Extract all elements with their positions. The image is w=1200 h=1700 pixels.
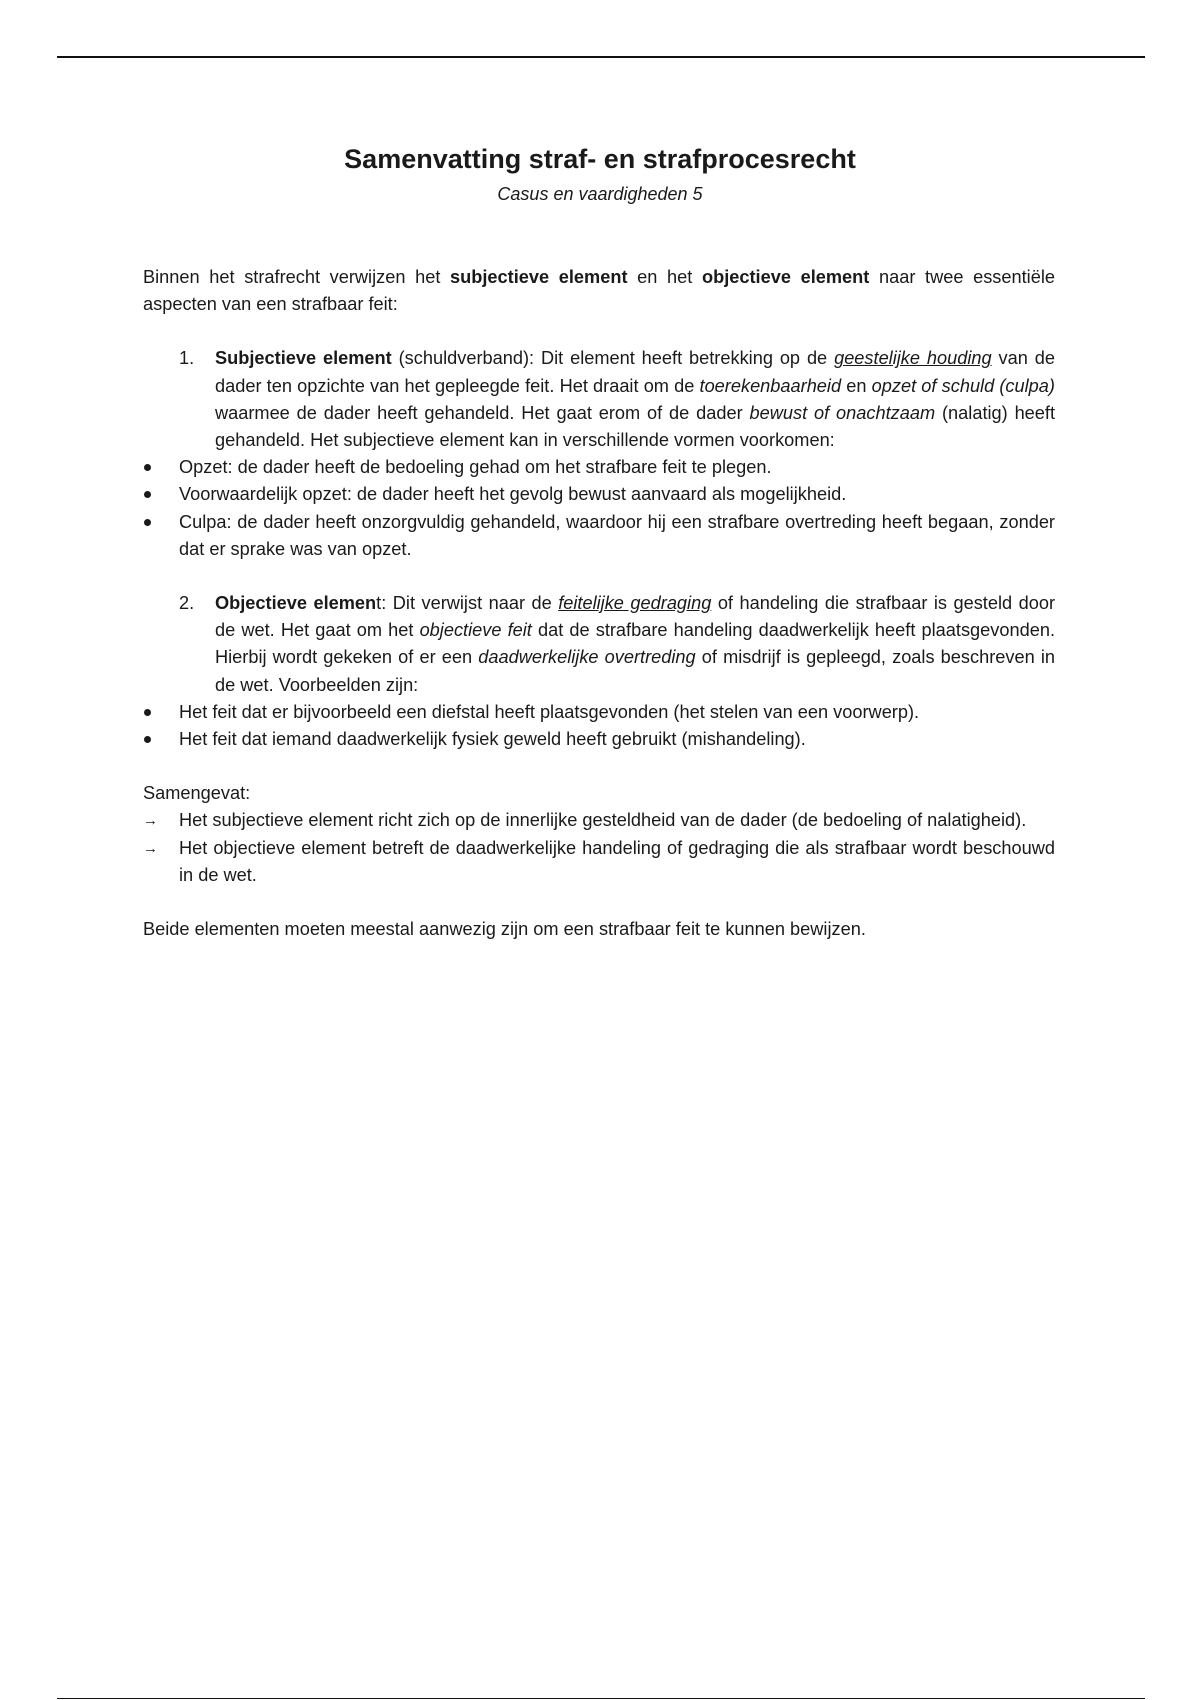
bullet-icon [144,491,151,498]
bullet-icon [144,709,151,716]
arrow-right-icon: → [143,839,158,857]
term-subjective: subjectieve element [450,267,628,287]
bullet-icon [144,736,151,743]
document-subtitle: Casus en vaardigheden 5 [497,184,703,204]
bullet-icon [144,519,151,526]
item-number: 2. [179,593,195,614]
list-item: Voorwaardelijk opzet: de dader heeft het gevolg bewust aanvaard als mogelijkheid. [143,481,1055,508]
term-objective: objectieve element [701,267,870,287]
summary-heading: Samengevat: [143,783,251,804]
item-text: Objectieve element: Dit verwijst naar de feitelijke gedraging of handeling die strafbaar is gesteld door de wet. Het gaat om het objectieve feit dat de strafbare handeling daadwerkelijk heeft plaatsgevonden. Hierbij wordt gekeken of er een daadwerkelijke overtreding of misdrijf is gepleegd, zoals beschreven in de wet. Voorbeelden zijn: [215,593,1056,695]
list-item: Het feit dat er bijvoorbeeld een diefstal heeft plaatsgevonden (het stelen van een voorwerp). [143,699,1055,726]
summary-point: → Het objectieve element betreft de daadwerkelijke handeling of gedraging die als strafbaar wordt beschouwd in de wet. [143,835,1055,889]
intro-paragraph: Binnen het strafrecht verwijzen het subjectieve element en het objectieve element naar twee essentiële aspecten van een strafbaar feit: [143,267,1055,315]
bullet-icon [144,464,151,471]
numbered-item-objective [143,590,1055,699]
conclusion-paragraph: Beide elementen moeten meestal aanwezig zijn om een strafbaar feit te kunnen bewijzen. [143,919,866,940]
document-title: Samenvatting straf- en strafprocesrecht [344,144,856,174]
footer-rule [57,1698,1145,1699]
arrow-right-icon: → [143,812,158,830]
item-text: Subjectieve element (schuldverband): Dit element heeft betrekking op de geestelijke houding van de dader ten opzichte van het gepleegde feit. Het draait om de toerekenbaarheid en opzet of schuld (culpa) waarmee de dader heeft gehandeld. Het gaat erom of de dader bewust of onachtzaam (nalatig) heeft gehandeld. Het subjectieve element kan in verschillende vormen voorkomen: [215,348,1056,451]
list-item: Opzet: de dader heeft de bedoeling gehad om het strafbare feit te plegen. [143,454,1055,481]
list-item: Het feit dat iemand daadwerkelijk fysiek geweld heeft gebruikt (mishandeling). [143,726,1055,753]
list-item: Culpa: de dader heeft onzorgvuldig gehandeld, waardoor hij een strafbare overtreding heeft begaan, zonder dat er sprake was van opzet. [143,509,1055,563]
numbered-item-subjective [143,345,1055,454]
header-rule [57,56,1145,58]
document-body [143,264,1055,943]
item-number: 1. [179,348,195,369]
summary-point: → Het subjectieve element richt zich op de innerlijke gesteldheid van de dader (de bedoeling of nalatigheid). [143,807,1055,834]
